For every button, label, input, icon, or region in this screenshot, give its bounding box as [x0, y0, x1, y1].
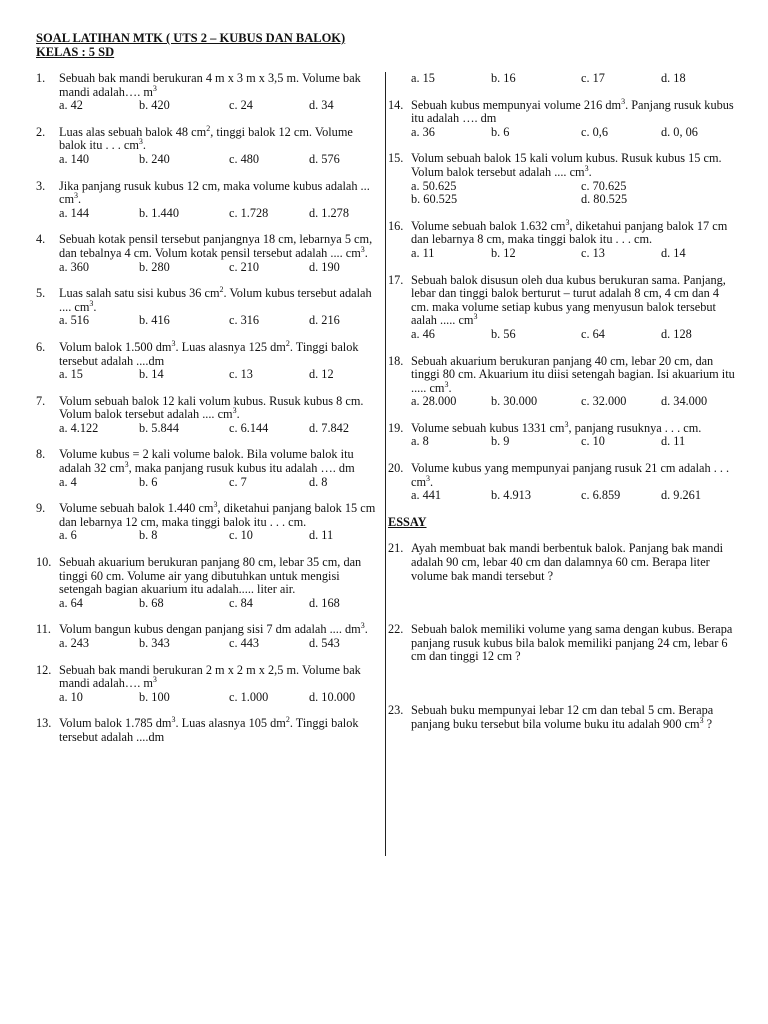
answer-options — [411, 247, 738, 261]
answer-option: d. 80.525 — [581, 192, 628, 207]
question-body — [59, 717, 376, 744]
answer-option: a. 441 — [411, 488, 442, 503]
question-text: Sebuah balok disusun oleh dua kubus berukuran sama. Panjang, lebar dan tinggi balok berturut – turut adalah 8 cm, 4 cm dan 4 cm. maka volume setiap kubus yang menyusun balok tersebut aalah ..... $cm^3$ — [411, 272, 726, 328]
answer-option: a. 64 — [59, 595, 83, 610]
answer-option: c. 64 — [581, 326, 605, 341]
question-body — [59, 180, 379, 221]
essay-number: 22. — [388, 622, 404, 637]
answer-option: b. 6 — [491, 124, 510, 139]
answer-option: d. 11 — [661, 434, 686, 449]
question-item — [36, 664, 376, 705]
question-text: Volume sebuah kubus 1331 $cm^3$, panjang rusuknya . . . cm. — [411, 419, 702, 435]
answer-option: d. 34.000 — [661, 394, 708, 409]
question-number: 15. — [388, 151, 404, 166]
question-body — [59, 338, 379, 382]
answer-options — [59, 529, 379, 543]
question-body — [411, 274, 738, 342]
essay-number: 23. — [388, 703, 404, 717]
question-body — [59, 72, 379, 113]
question-item — [36, 556, 376, 610]
question-number: 6. — [36, 339, 46, 354]
answer-option: c. 32.000 — [581, 394, 627, 409]
answer-option: a. 516 — [59, 313, 90, 328]
question-number: 16. — [388, 218, 404, 233]
answer-option: b. 12 — [491, 245, 516, 260]
answer-options — [411, 72, 738, 86]
option-indent — [388, 72, 411, 86]
answer-option: d. 18 — [661, 71, 686, 85]
question-number: 9. — [36, 501, 46, 516]
answer-option: b. 56 — [491, 326, 516, 341]
question-item — [36, 448, 376, 489]
answer-options — [59, 314, 379, 328]
answer-option: a. 140 — [59, 151, 90, 166]
question-body — [411, 96, 738, 140]
answer-option: c. 0,6 — [581, 124, 608, 139]
answer-option: b. 68 — [139, 595, 164, 610]
essay-text: Ayah membuat bak mandi berbentuk balok. Panjang bak mandi adalah 90 cm, lebar 40 cm dan dalamnya 60 cm. Berapa liter volume bak mandi tersebut ? — [411, 541, 724, 583]
answer-options — [411, 395, 738, 409]
question-text: Sebuah akuarium berukuran panjang 40 cm, lebar 20 cm, dan tinggi 80 cm. Akuarium itu diisi setengah bagian. Isi akuarium itu ..... $cm^3$. — [411, 353, 735, 395]
answer-options — [59, 153, 379, 167]
question-number: 13. — [36, 716, 52, 731]
answer-option: a. 28.000 — [411, 394, 457, 409]
answer-option: c. 210 — [229, 259, 260, 274]
question-number: 19. — [388, 420, 404, 435]
answer-option: d. 216 — [309, 313, 340, 328]
answer-option: d. 7.842 — [309, 420, 349, 435]
answer-option: d. 9.261 — [661, 488, 701, 503]
answer-option: d. 576 — [309, 151, 340, 166]
worksheet-title: SOAL LATIHAN MTK ( UTS 2 – KUBUS DAN BALOK) — [36, 31, 346, 45]
question-number: 3. — [36, 178, 46, 193]
question-text: Volum sebuah balok 15 kali volum kubus. Rusuk kubus 15 cm. Volum balok tersebut adalah .... $cm^3$. — [411, 151, 722, 179]
question-text: Sebuah akuarium berukuran panjang 80 cm, lebar 35 cm, dan tinggi 60 cm. Volume air yang dibutuhkan untuk mengisi setengah bagian akuarium itu adalah..... liter air. — [59, 555, 362, 597]
essay-item — [388, 623, 738, 664]
question-number: 7. — [36, 393, 46, 408]
question-item — [388, 419, 738, 449]
answer-options — [59, 99, 379, 113]
answer-option: b. 9 — [491, 434, 510, 449]
question-number: 2. — [36, 124, 46, 139]
answer-option: c. 316 — [229, 313, 260, 328]
question-number: 5. — [36, 286, 46, 301]
answer-option: c. 13 — [229, 367, 253, 382]
answer-option: c. 17 — [581, 71, 605, 85]
left-column — [36, 72, 376, 758]
answer-option: b. 100 — [139, 689, 170, 704]
answer-option: a. 144 — [59, 205, 90, 220]
question-item — [36, 233, 376, 274]
answer-option: a. 4 — [59, 474, 77, 489]
answer-option: b. 240 — [139, 151, 170, 166]
answer-option: b. 4.913 — [491, 488, 531, 503]
essay-text: Sebuah balok memiliki volume yang sama dengan kubus. Berapa panjang rusuk kubus bila balok memiliki panjang 24 cm, lebar 6 cm dan tinggi 12 cm ? — [411, 622, 733, 664]
question-body — [59, 623, 379, 650]
answer-option: a. 243 — [59, 636, 90, 650]
essay-item — [388, 704, 738, 731]
answer-option: b. 420 — [139, 98, 170, 113]
answer-option: c. 7 — [229, 474, 247, 489]
answer-option: c. 10 — [581, 434, 605, 449]
question-item — [388, 355, 738, 409]
question-number: 12. — [36, 662, 52, 677]
answer-option: b. 416 — [139, 313, 170, 328]
answer-option: c. 443 — [229, 636, 260, 650]
answer-option: d. 10.000 — [309, 689, 356, 704]
question-item — [36, 180, 376, 221]
answer-option: b. 6 — [139, 474, 158, 489]
question-body — [411, 152, 738, 206]
answer-option: c. 6.144 — [229, 420, 269, 435]
answer-option: a. 11 — [411, 245, 435, 260]
answer-options — [59, 207, 379, 221]
answer-option: a. 8 — [411, 434, 429, 449]
answer-option: a. 10 — [59, 689, 83, 704]
question-text: Volume kubus yang mempunyai panjang rusuk 21 cm adalah . . . $cm^3$. — [411, 461, 730, 489]
question-text: Luas salah satu sisi kubus 36 $cm^2$. Volum kubus tersebut adalah .... $cm^3$. — [59, 285, 372, 314]
question-text: Volum bangun kubus dengan panjang sisi 7 dm adalah .... $dm^3$. — [59, 621, 368, 637]
question-number: 11. — [36, 622, 51, 637]
answer-option: b. 16 — [491, 71, 516, 85]
answer-option: a. 42 — [59, 98, 83, 113]
question-number: 10. — [36, 555, 52, 570]
worksheet-header — [36, 31, 345, 59]
question-item — [388, 96, 738, 140]
question-body — [59, 233, 379, 274]
question-text: Luas alas sebuah balok 48 $cm^2$, tinggi balok 12 cm. Volume balok itu . . . $cm^3$. — [59, 123, 353, 153]
question-body — [411, 355, 738, 409]
answer-option: a. 46 — [411, 326, 435, 341]
question-body — [411, 462, 738, 503]
question-item — [388, 462, 738, 503]
answer-option: b. 8 — [139, 528, 158, 543]
answer-option: b. 280 — [139, 259, 170, 274]
answer-option: d. 12 — [309, 367, 334, 382]
answer-options — [59, 476, 379, 490]
question-item — [388, 152, 738, 206]
answer-option: b. 30.000 — [491, 394, 538, 409]
answer-option: d. 11 — [309, 528, 334, 543]
question-number: 20. — [388, 461, 404, 476]
answer-option: a. 50.625 — [411, 178, 457, 193]
answer-option: c. 1.000 — [229, 689, 269, 704]
answer-option: a. 4.122 — [59, 420, 99, 435]
essay-text: Sebuah buku mempunyai lebar 12 cm dan tebal 5 cm. Berapa panjang buku tersebut bila volume buku itu adalah 900 $cm^3$ ? — [411, 703, 714, 731]
question-item — [36, 72, 376, 113]
question-body — [411, 217, 738, 261]
answer-options — [411, 489, 738, 503]
answer-options — [59, 597, 379, 611]
question-text: Jika panjang rusuk kubus 12 cm, maka volume kubus adalah ... $cm^3$. — [59, 178, 370, 207]
answer-option: a. 6 — [59, 528, 77, 543]
answer-option: b. 14 — [139, 367, 164, 382]
question-body — [59, 556, 379, 610]
question-item — [36, 287, 376, 328]
answer-option: b. 60.525 — [411, 192, 458, 207]
right-column — [388, 72, 738, 771]
question-number: 4. — [36, 232, 46, 247]
answer-option: b. 343 — [139, 636, 170, 650]
question-item — [36, 395, 376, 436]
answer-option: d. 1.278 — [309, 205, 349, 220]
question-body — [59, 448, 379, 489]
answer-options — [411, 126, 738, 140]
answer-option: d. 543 — [309, 636, 340, 650]
question-body — [59, 664, 379, 705]
question-item — [36, 338, 376, 382]
column-divider — [385, 72, 386, 856]
answer-options — [59, 422, 379, 436]
answer-options — [411, 180, 738, 207]
question-text: Sebuah bak mandi berukuran 2 m x 2 m x 2,5 m. Volume bak mandi adalah…. $m^3$ — [59, 662, 361, 691]
answer-option: a. 15 — [59, 367, 83, 382]
question-body — [59, 123, 379, 167]
question-13-options-continued — [388, 72, 738, 86]
question-body — [59, 502, 379, 543]
question-item — [388, 274, 738, 342]
question-number: 14. — [388, 97, 404, 112]
answer-option: d. 8 — [309, 474, 328, 489]
essay-item — [388, 542, 738, 583]
question-body — [59, 287, 379, 328]
question-text: Sebuah kubus mempunyai volume 216 $dm^3$. Panjang rusuk kubus itu adalah …. dm — [411, 96, 734, 126]
question-text: Sebuah bak mandi berukuran 4 m x 3 m x 3,5 m. Volume bak mandi adalah…. $m^3$ — [59, 71, 361, 99]
answer-option: c. 13 — [581, 245, 605, 260]
question-text: Volum sebuah balok 12 kali volum kubus. Rusuk kubus 8 cm. Volum balok tersebut adalah .... $cm^3$. — [59, 393, 364, 422]
answer-option: a. 360 — [59, 259, 90, 274]
question-number: 18. — [388, 353, 404, 368]
question-text: Volum balok 1.500 $dm^3$. Luas alasnya 125 $dm^2$. Tinggi balok tersebut adalah ....dm — [59, 338, 359, 368]
answer-options — [411, 435, 738, 449]
answer-option: c. 24 — [229, 98, 253, 113]
answer-option: d. 190 — [309, 259, 340, 274]
answer-option: d. 168 — [309, 595, 340, 610]
answer-option: d. 128 — [661, 326, 692, 341]
answer-options — [59, 368, 379, 382]
question-item — [36, 123, 376, 167]
answer-options — [59, 637, 379, 651]
answer-option: c. 1.728 — [229, 205, 269, 220]
answer-option: c. 10 — [229, 528, 253, 543]
answer-option: a. 15 — [411, 71, 435, 85]
answer-option: c. 6.859 — [581, 488, 621, 503]
question-text: Volume kubus = 2 kali volume balok. Bila volume balok itu adalah 32 $cm^3$, maka panjang rusuk kubus itu adalah …. dm — [59, 447, 355, 476]
question-item — [388, 217, 738, 261]
question-body — [411, 72, 738, 86]
question-item — [36, 502, 376, 543]
answer-option: c. 70.625 — [581, 178, 627, 193]
answer-option: d. 14 — [661, 245, 686, 260]
essay-heading: ESSAY — [388, 514, 427, 529]
answer-option: d. 34 — [309, 98, 334, 113]
question-number: 1. — [36, 71, 46, 85]
essay-number: 21. — [388, 541, 404, 556]
question-number: 17. — [388, 272, 404, 287]
answer-option: b. 1.440 — [139, 205, 179, 220]
question-body — [59, 395, 379, 436]
answer-option: d. 0, 06 — [661, 124, 698, 139]
question-item — [36, 717, 376, 744]
answer-options — [411, 328, 738, 342]
answer-options — [59, 691, 379, 705]
question-text: Sebuah kotak pensil tersebut panjangnya 18 cm, lebarnya 5 cm, dan tebalnya 4 cm. Volum kotak pensil tersebut adalah .... $cm^3$. — [59, 232, 373, 260]
answer-option: a. 36 — [411, 124, 435, 139]
question-text: Volume sebuah balok 1.440 $cm^3$, diketahui panjang balok 15 cm dan lebarnya 12 cm, maka tinggi balok itu . . . cm. — [59, 500, 376, 529]
class-label: KELAS : 5 SD — [36, 45, 115, 59]
question-item — [36, 623, 376, 650]
answer-option: c. 84 — [229, 595, 253, 610]
answer-options — [59, 261, 379, 275]
question-body — [411, 419, 738, 449]
answer-option: b. 5.844 — [139, 420, 179, 435]
answer-option: c. 480 — [229, 151, 260, 166]
question-text: Volume sebuah balok 1.632 $cm^3$, diketahui panjang balok 17 cm dan lebarnya 8 cm, maka tinggi balok itu . . . cm. — [411, 217, 728, 247]
question-number: 8. — [36, 447, 46, 462]
question-text: Volum balok 1.785 $dm^3$. Luas alasnya 105 $dm^2$. Tinggi balok tersebut adalah ....dm — [59, 715, 359, 744]
